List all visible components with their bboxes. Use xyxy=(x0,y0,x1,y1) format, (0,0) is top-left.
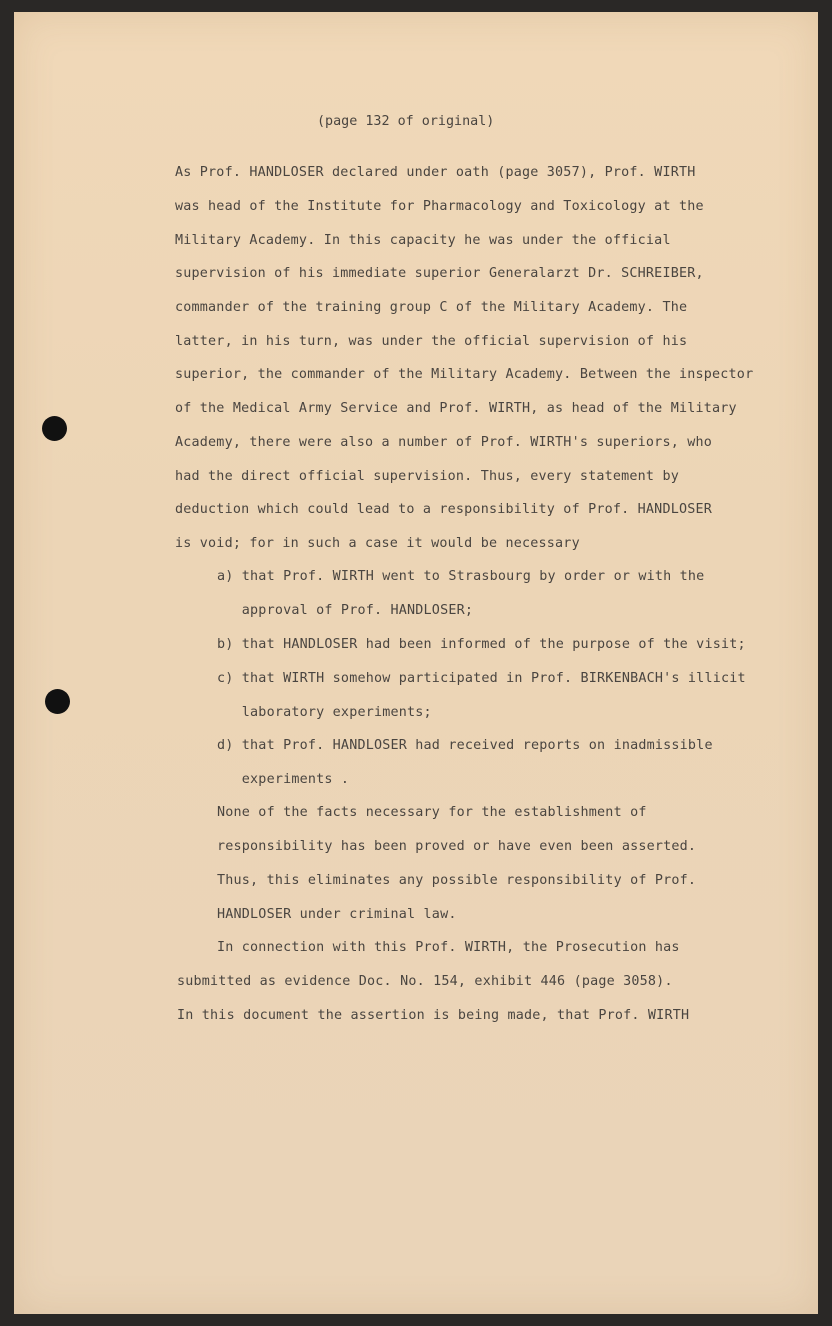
list-item: c) that WIRTH somehow participated in Prof. BIRKENBACH's illicit xyxy=(217,671,746,686)
text-line: HANDLOSER under criminal law. xyxy=(217,907,457,922)
list-item: d) that Prof. HANDLOSER had received reports on inadmissible xyxy=(217,738,713,753)
list-item: b) that HANDLOSER had been informed of the purpose of the visit; xyxy=(217,637,746,652)
text-line: As Prof. HANDLOSER declared under oath (page 3057), Prof. WIRTH xyxy=(175,165,696,180)
text-line: supervision of his immediate superior Generalarzt Dr. SCHREIBER, xyxy=(175,266,704,281)
text-line: Thus, this eliminates any possible responsibility of Prof. xyxy=(217,873,697,888)
text-line: None of the facts necessary for the establishment of xyxy=(217,805,647,820)
text-line: In this document the assertion is being made, that Prof. WIRTH xyxy=(177,1008,690,1023)
text-line: latter, in his turn, was under the official supervision of his xyxy=(175,334,688,349)
punch-hole xyxy=(42,416,67,441)
text-line: is void; for in such a case it would be necessary xyxy=(175,536,580,551)
text-line: In connection with this Prof. WIRTH, the Prosecution has xyxy=(217,940,680,955)
list-item: approval of Prof. HANDLOSER; xyxy=(217,603,474,618)
text-line: was head of the Institute for Pharmacology and Toxicology at the xyxy=(175,199,704,214)
page-header: (page 132 of original) xyxy=(317,114,495,129)
text-line: Military Academy. In this capacity he was under the official xyxy=(175,233,671,248)
text-line: submitted as evidence Doc. No. 154, exhibit 446 (page 3058). xyxy=(177,974,673,989)
text-line: responsibility has been proved or have even been asserted. xyxy=(217,839,697,854)
text-line: Academy, there were also a number of Prof. WIRTH's superiors, who xyxy=(175,435,713,450)
text-line: had the direct official supervision. Thus, every statement by xyxy=(175,469,679,484)
text-line: deduction which could lead to a responsibility of Prof. HANDLOSER xyxy=(175,502,713,517)
list-item: experiments . xyxy=(217,772,350,787)
text-line: of the Medical Army Service and Prof. WIRTH, as head of the Military xyxy=(175,401,737,416)
punch-hole xyxy=(45,689,70,714)
list-item: a) that Prof. WIRTH went to Strasbourg by order or with the xyxy=(217,569,705,584)
text-line: superior, the commander of the Military Academy. Between the inspector xyxy=(175,367,754,382)
list-item: laboratory experiments; xyxy=(217,705,432,720)
text-line: commander of the training group C of the Military Academy. The xyxy=(175,300,688,315)
